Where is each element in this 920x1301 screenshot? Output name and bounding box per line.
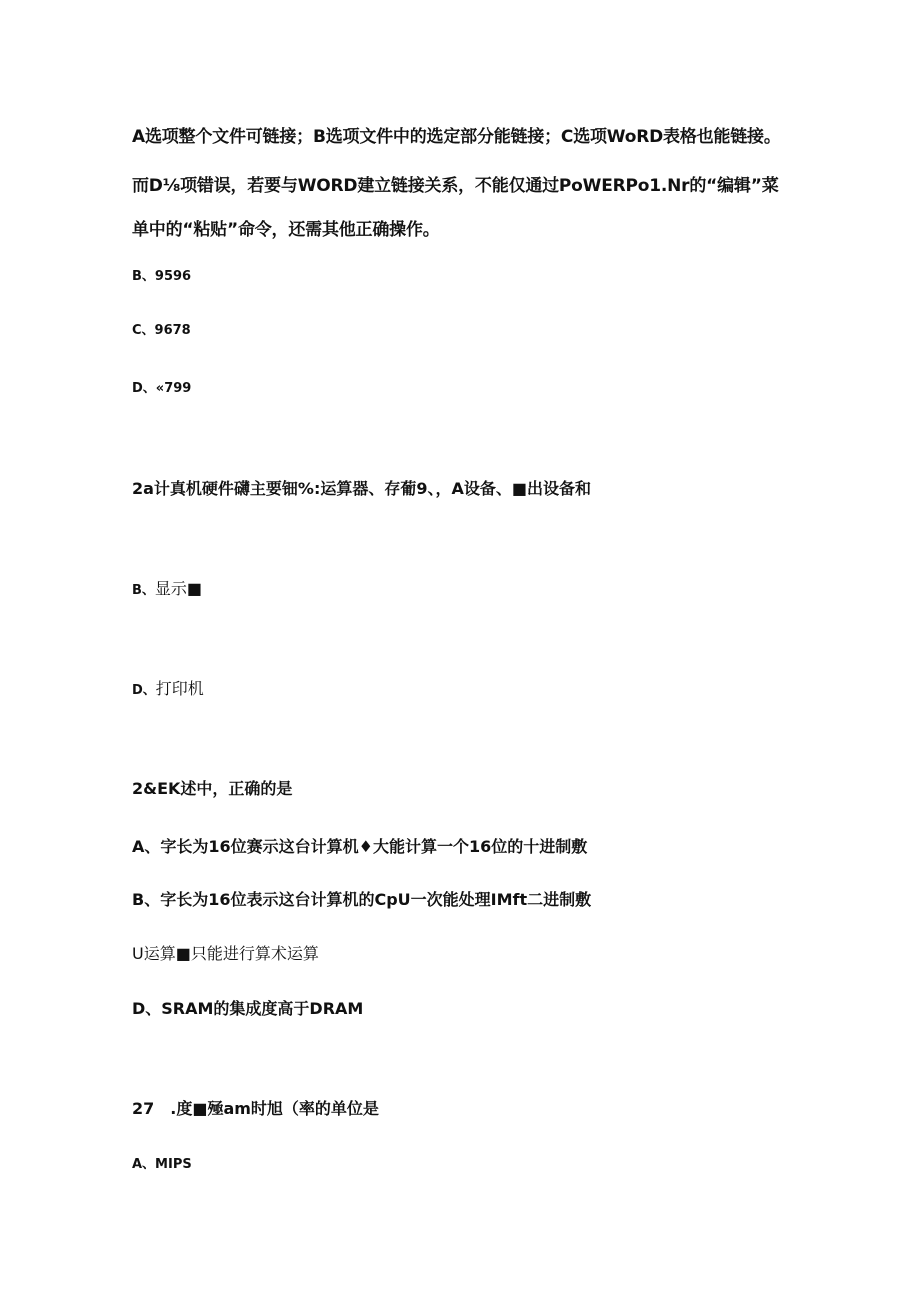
- question-ek-option-b: B、字长为16位表示这台计算机的CpU一次能处理IMft二进制敷: [132, 890, 592, 909]
- question-ek: 2&EK述中，正确的是: [132, 779, 293, 798]
- question-26-option-b: [132, 576, 202, 599]
- option-letter: B、: [132, 583, 155, 598]
- question-number: 27: [132, 1099, 155, 1118]
- explanation-line-1: A选项整个文件可链接；B选项文件中的选定部分能链接；C选项WoRD表格也能链接。: [132, 127, 781, 147]
- option-b: B、9596: [132, 269, 192, 284]
- question-27: [132, 1096, 379, 1119]
- question-text: .度■殛am时旭（率的单位是: [170, 1099, 379, 1118]
- option-text: 打印机: [155, 679, 204, 698]
- question-26-option-d: [132, 676, 204, 699]
- question-ek-option-a: A、字长为16位赛示这台计算机♦大能计算一个16位的十进制敷: [132, 837, 588, 856]
- question-26: 2a计真机硬件礴主要钿%:运算器、存葡9、，A设备、■出设备和: [132, 479, 591, 498]
- question-ek-option-c: U运算■只能进行算术运算: [132, 944, 319, 963]
- option-d: D、«799: [132, 381, 192, 396]
- question-27-option-a: A、MIPS: [132, 1157, 192, 1172]
- option-letter: D、: [132, 683, 156, 698]
- explanation-line-2: 而D⅛项错误，若要与WORD建立链接关系，不能仅通过PoWERPo1.Nr的“编辑”菜: [132, 176, 779, 196]
- option-text: 显示■: [154, 579, 203, 598]
- explanation-line-3: 单中的“粘贴”命令，还需其他正确操作。: [132, 220, 440, 240]
- option-c: C、9678: [132, 323, 191, 338]
- question-ek-option-d: D、SRAM的集成度高于DRAM: [132, 999, 364, 1018]
